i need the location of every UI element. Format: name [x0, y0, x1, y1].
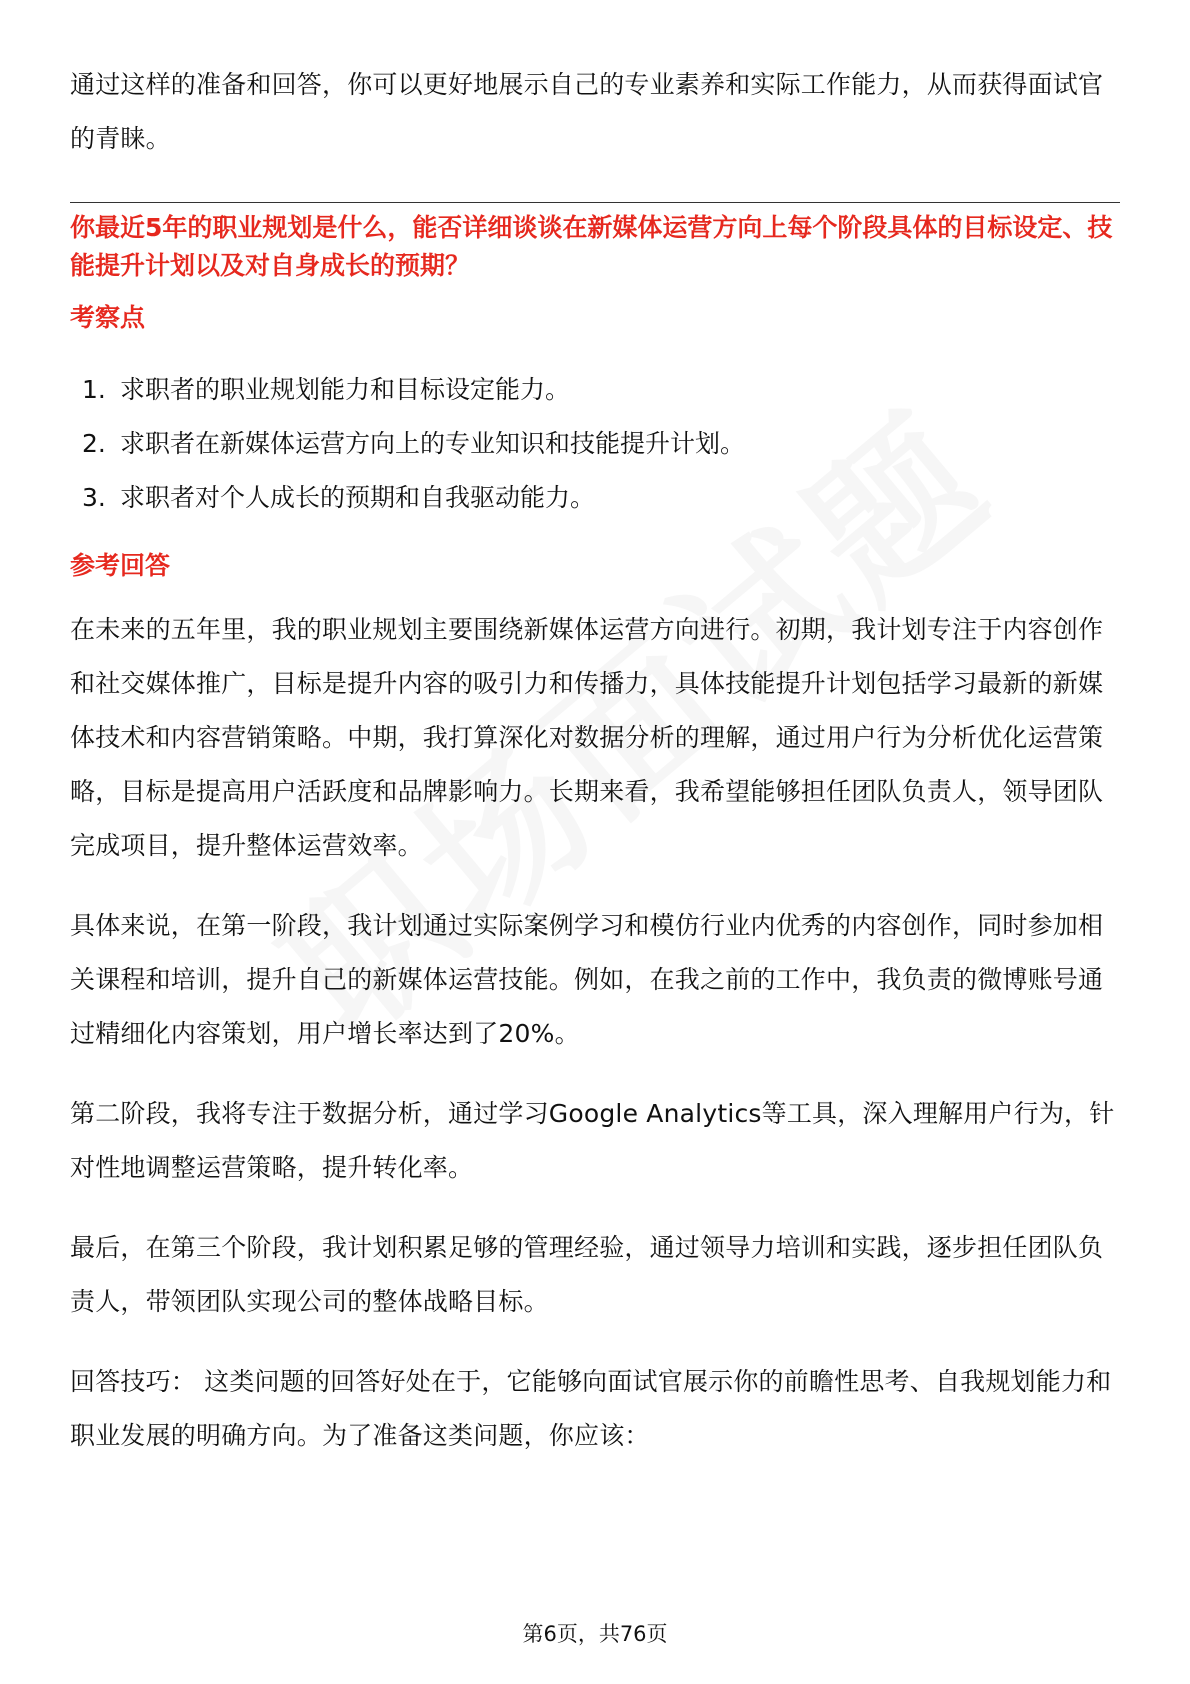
- points-section-title: 考察点: [70, 303, 146, 332]
- answer-paragraph: 第二阶段，我将专注于数据分析，通过学习Google Analytics等工具，深入理解用户行为，针对性地调整运营策略，提升转化率。: [70, 1099, 1115, 1182]
- question-heading: 你最近5年的职业规划是什么，能否详细谈谈在新媒体运营方向上每个阶段具体的目标设定、技能提升计划以及对自身成长的预期？: [70, 213, 1113, 280]
- points-list: [70, 363, 1120, 525]
- answer-paragraph: 在未来的五年里，我的职业规划主要围绕新媒体运营方向进行。初期，我计划专注于内容创作和社交媒体推广，目标是提升内容的吸引力和传播力，具体技能提升计划包括学习最新的新媒体技术和内容营销策略。中期，我打算深化对数据分析的理解，通过用户行为分析优化运营策略，目标是提高用户活跃度和品牌影响力。长期来看，我希望能够担任团队负责人，领导团队完成项目，提升整体运营效率。: [70, 615, 1104, 860]
- intro-paragraph: 通过这样的准备和回答，你可以更好地展示自己的专业素养和实际工作能力，从而获得面试官的青睐。: [70, 70, 1104, 153]
- list-item: [70, 471, 1120, 525]
- list-item-text: 求职者对个人成长的预期和自我驱动能力。: [120, 483, 596, 512]
- list-item: [70, 363, 1120, 417]
- list-item-text: 求职者的职业规划能力和目标设定能力。: [120, 375, 571, 404]
- answer-paragraph: 具体来说，在第一阶段，我计划通过实际案例学习和模仿行业内优秀的内容创作，同时参加相关课程和培训，提升自己的新媒体运营技能。例如，在我之前的工作中，我负责的微博账号通过精细化内容策划，用户增长率达到了20%。: [70, 911, 1104, 1048]
- section-divider: [70, 202, 1120, 203]
- list-item-number: 3.: [82, 483, 106, 512]
- answer-section-title: 参考回答: [70, 551, 171, 580]
- page-content: [70, 58, 1120, 1489]
- list-item-text: 求职者在新媒体运营方向上的专业知识和技能提升计划。: [120, 429, 746, 458]
- list-item-number: 2.: [82, 429, 106, 458]
- list-item: [70, 417, 1120, 471]
- answer-paragraph: 最后，在第三个阶段，我计划积累足够的管理经验，通过领导力培训和实践，逐步担任团队负责人，带领团队实现公司的整体战略目标。: [70, 1233, 1104, 1316]
- list-item-number: 1.: [82, 375, 106, 404]
- answer-tips-paragraph: 回答技巧： 这类问题的回答好处在于，它能够向面试官展示你的前瞻性思考、自我规划能力和职业发展的明确方向。为了准备这类问题，你应该：: [70, 1367, 1112, 1450]
- page-footer: 第6页，共76页: [522, 1622, 668, 1646]
